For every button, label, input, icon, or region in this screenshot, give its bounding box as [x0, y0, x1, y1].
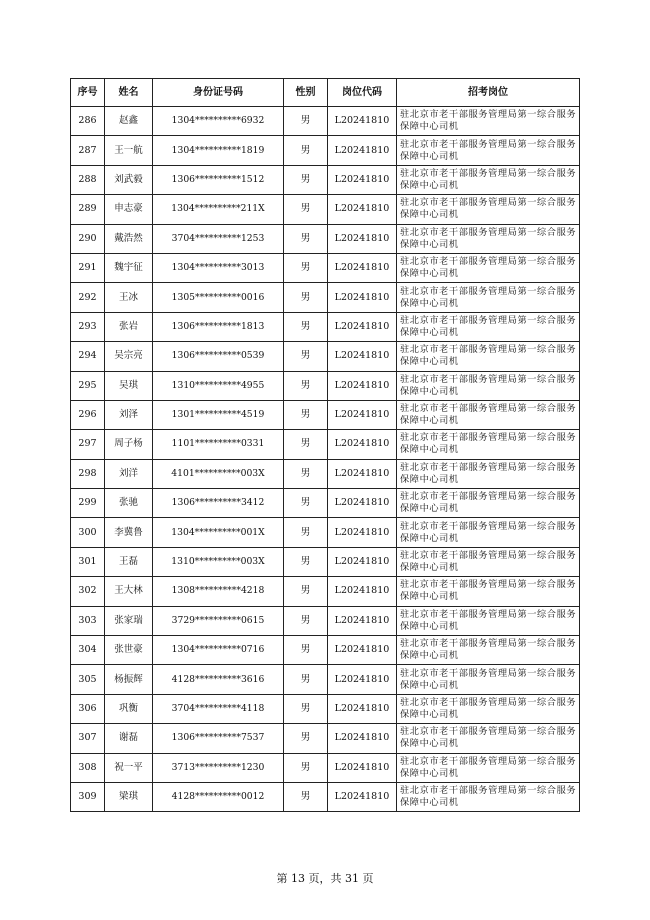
table-row — [71, 165, 580, 194]
seq-cell: 295 — [71, 371, 105, 400]
id-number-cell: 1306**********7537 — [153, 724, 284, 753]
post-code-cell: L20241810 — [328, 312, 397, 341]
table-row — [71, 400, 580, 429]
gender-cell: 男 — [284, 459, 328, 488]
post-cell: 驻北京市老干部服务管理局第一综合服务保障中心司机 — [397, 782, 580, 811]
post-cell: 驻北京市老干部服务管理局第一综合服务保障中心司机 — [397, 547, 580, 576]
post-code-cell: L20241810 — [328, 694, 397, 723]
post-cell: 驻北京市老干部服务管理局第一综合服务保障中心司机 — [397, 371, 580, 400]
post-code-cell: L20241810 — [328, 606, 397, 635]
id-number-cell: 1304**********3013 — [153, 253, 284, 282]
seq-cell: 294 — [71, 342, 105, 371]
table-row — [71, 107, 580, 136]
gender-cell: 男 — [284, 371, 328, 400]
seq-cell: 297 — [71, 430, 105, 459]
name-cell: 周子杨 — [105, 430, 153, 459]
seq-cell: 303 — [71, 606, 105, 635]
name-cell: 吴琪 — [105, 371, 153, 400]
seq-cell: 309 — [71, 782, 105, 811]
post-cell: 驻北京市老干部服务管理局第一综合服务保障中心司机 — [397, 253, 580, 282]
header-post: 招考岗位 — [397, 79, 580, 107]
post-cell: 驻北京市老干部服务管理局第一综合服务保障中心司机 — [397, 107, 580, 136]
name-cell: 刘洋 — [105, 459, 153, 488]
post-code-cell: L20241810 — [328, 165, 397, 194]
post-cell: 驻北京市老干部服务管理局第一综合服务保障中心司机 — [397, 753, 580, 782]
post-cell: 驻北京市老干部服务管理局第一综合服务保障中心司机 — [397, 430, 580, 459]
post-code-cell: L20241810 — [328, 489, 397, 518]
seq-cell: 308 — [71, 753, 105, 782]
table-row — [71, 283, 580, 312]
name-cell: 巩衡 — [105, 694, 153, 723]
seq-cell: 307 — [71, 724, 105, 753]
name-cell: 戴浩然 — [105, 224, 153, 253]
table-row — [71, 606, 580, 635]
gender-cell: 男 — [284, 547, 328, 576]
post-code-cell: L20241810 — [328, 342, 397, 371]
post-code-cell: L20241810 — [328, 136, 397, 165]
post-cell: 驻北京市老干部服务管理局第一综合服务保障中心司机 — [397, 459, 580, 488]
gender-cell: 男 — [284, 136, 328, 165]
post-code-cell: L20241810 — [328, 577, 397, 606]
gender-cell: 男 — [284, 312, 328, 341]
post-cell: 驻北京市老干部服务管理局第一综合服务保障中心司机 — [397, 694, 580, 723]
seq-cell: 302 — [71, 577, 105, 606]
name-cell: 王一航 — [105, 136, 153, 165]
post-cell: 驻北京市老干部服务管理局第一综合服务保障中心司机 — [397, 195, 580, 224]
gender-cell: 男 — [284, 224, 328, 253]
seq-cell: 298 — [71, 459, 105, 488]
post-cell: 驻北京市老干部服务管理局第一综合服务保障中心司机 — [397, 724, 580, 753]
seq-cell: 288 — [71, 165, 105, 194]
post-code-cell: L20241810 — [328, 283, 397, 312]
post-code-cell: L20241810 — [328, 224, 397, 253]
post-code-cell: L20241810 — [328, 459, 397, 488]
gender-cell: 男 — [284, 724, 328, 753]
post-code-cell: L20241810 — [328, 430, 397, 459]
name-cell: 申志豪 — [105, 195, 153, 224]
seq-cell: 300 — [71, 518, 105, 547]
gender-cell: 男 — [284, 636, 328, 665]
id-number-cell: 1304**********001X — [153, 518, 284, 547]
table-row — [71, 136, 580, 165]
table-row — [71, 489, 580, 518]
gender-cell: 男 — [284, 489, 328, 518]
seq-cell: 293 — [71, 312, 105, 341]
id-number-cell: 1308**********4218 — [153, 577, 284, 606]
id-number-cell: 1305**********0016 — [153, 283, 284, 312]
table-row — [71, 430, 580, 459]
table-row — [71, 342, 580, 371]
seq-cell: 306 — [71, 694, 105, 723]
post-cell: 驻北京市老干部服务管理局第一综合服务保障中心司机 — [397, 489, 580, 518]
post-cell: 驻北京市老干部服务管理局第一综合服务保障中心司机 — [397, 665, 580, 694]
name-cell: 杨振辉 — [105, 665, 153, 694]
seq-cell: 296 — [71, 400, 105, 429]
seq-cell: 289 — [71, 195, 105, 224]
id-number-cell: 3704**********4118 — [153, 694, 284, 723]
table-row — [71, 724, 580, 753]
name-cell: 吴宗亮 — [105, 342, 153, 371]
seq-cell: 304 — [71, 636, 105, 665]
gender-cell: 男 — [284, 577, 328, 606]
name-cell: 刘武毅 — [105, 165, 153, 194]
gender-cell: 男 — [284, 753, 328, 782]
post-code-cell: L20241810 — [328, 518, 397, 547]
post-cell: 驻北京市老干部服务管理局第一综合服务保障中心司机 — [397, 312, 580, 341]
post-code-cell: L20241810 — [328, 753, 397, 782]
post-cell: 驻北京市老干部服务管理局第一综合服务保障中心司机 — [397, 606, 580, 635]
seq-cell: 287 — [71, 136, 105, 165]
id-number-cell: 1304**********211X — [153, 195, 284, 224]
gender-cell: 男 — [284, 107, 328, 136]
name-cell: 王大林 — [105, 577, 153, 606]
seq-cell: 305 — [71, 665, 105, 694]
id-number-cell: 1306**********0539 — [153, 342, 284, 371]
header-id-number: 身份证号码 — [153, 79, 284, 107]
post-code-cell: L20241810 — [328, 782, 397, 811]
id-number-cell: 3704**********1253 — [153, 224, 284, 253]
id-number-cell: 1304**********6932 — [153, 107, 284, 136]
table-row — [71, 753, 580, 782]
name-cell: 王磊 — [105, 547, 153, 576]
id-number-cell: 4128**********3616 — [153, 665, 284, 694]
gender-cell: 男 — [284, 606, 328, 635]
post-code-cell: L20241810 — [328, 724, 397, 753]
gender-cell: 男 — [284, 430, 328, 459]
header-seq: 序号 — [71, 79, 105, 107]
gender-cell: 男 — [284, 165, 328, 194]
post-code-cell: L20241810 — [328, 107, 397, 136]
name-cell: 张岩 — [105, 312, 153, 341]
table-body — [71, 107, 580, 812]
post-code-cell: L20241810 — [328, 400, 397, 429]
name-cell: 赵鑫 — [105, 107, 153, 136]
post-cell: 驻北京市老干部服务管理局第一综合服务保障中心司机 — [397, 136, 580, 165]
seq-cell: 292 — [71, 283, 105, 312]
post-cell: 驻北京市老干部服务管理局第一综合服务保障中心司机 — [397, 342, 580, 371]
post-code-cell: L20241810 — [328, 636, 397, 665]
seq-cell: 301 — [71, 547, 105, 576]
seq-cell: 291 — [71, 253, 105, 282]
header-gender: 性别 — [284, 79, 328, 107]
gender-cell: 男 — [284, 782, 328, 811]
post-code-cell: L20241810 — [328, 547, 397, 576]
table-row — [71, 371, 580, 400]
candidate-table — [70, 78, 580, 812]
table-row — [71, 518, 580, 547]
post-cell: 驻北京市老干部服务管理局第一综合服务保障中心司机 — [397, 165, 580, 194]
id-number-cell: 1306**********3412 — [153, 489, 284, 518]
table-header-row — [71, 79, 580, 107]
post-cell: 驻北京市老干部服务管理局第一综合服务保障中心司机 — [397, 283, 580, 312]
table-row — [71, 459, 580, 488]
name-cell: 魏宇征 — [105, 253, 153, 282]
gender-cell: 男 — [284, 694, 328, 723]
table-row — [71, 665, 580, 694]
name-cell: 祝一平 — [105, 753, 153, 782]
header-name: 姓名 — [105, 79, 153, 107]
table-row — [71, 577, 580, 606]
id-number-cell: 4101**********003X — [153, 459, 284, 488]
name-cell: 谢磊 — [105, 724, 153, 753]
post-cell: 驻北京市老干部服务管理局第一综合服务保障中心司机 — [397, 577, 580, 606]
table-row — [71, 782, 580, 811]
gender-cell: 男 — [284, 195, 328, 224]
id-number-cell: 3729**********0615 — [153, 606, 284, 635]
seq-cell: 299 — [71, 489, 105, 518]
id-number-cell: 1306**********1512 — [153, 165, 284, 194]
post-cell: 驻北京市老干部服务管理局第一综合服务保障中心司机 — [397, 224, 580, 253]
id-number-cell: 4128**********0012 — [153, 782, 284, 811]
gender-cell: 男 — [284, 518, 328, 547]
id-number-cell: 1101**********0331 — [153, 430, 284, 459]
table-row — [71, 253, 580, 282]
page-footer: 第 13 页，共 31 页 — [276, 872, 374, 885]
name-cell: 张家瑞 — [105, 606, 153, 635]
table-row — [71, 195, 580, 224]
name-cell: 张驰 — [105, 489, 153, 518]
gender-cell: 男 — [284, 400, 328, 429]
post-code-cell: L20241810 — [328, 665, 397, 694]
header-post-code: 岗位代码 — [328, 79, 397, 107]
seq-cell: 290 — [71, 224, 105, 253]
name-cell: 梁琪 — [105, 782, 153, 811]
table-row — [71, 636, 580, 665]
table-row — [71, 312, 580, 341]
table-row — [71, 547, 580, 576]
seq-cell: 286 — [71, 107, 105, 136]
post-code-cell: L20241810 — [328, 371, 397, 400]
post-cell: 驻北京市老干部服务管理局第一综合服务保障中心司机 — [397, 518, 580, 547]
post-code-cell: L20241810 — [328, 195, 397, 224]
id-number-cell: 1304**********0716 — [153, 636, 284, 665]
post-code-cell: L20241810 — [328, 253, 397, 282]
id-number-cell: 1301**********4519 — [153, 400, 284, 429]
id-number-cell: 1304**********1819 — [153, 136, 284, 165]
post-cell: 驻北京市老干部服务管理局第一综合服务保障中心司机 — [397, 400, 580, 429]
id-number-cell: 1310**********003X — [153, 547, 284, 576]
name-cell: 张世豪 — [105, 636, 153, 665]
id-number-cell: 3713**********1230 — [153, 753, 284, 782]
name-cell: 李冀鲁 — [105, 518, 153, 547]
name-cell: 刘泽 — [105, 400, 153, 429]
name-cell: 王冰 — [105, 283, 153, 312]
gender-cell: 男 — [284, 342, 328, 371]
id-number-cell: 1306**********1813 — [153, 312, 284, 341]
gender-cell: 男 — [284, 253, 328, 282]
table-row — [71, 694, 580, 723]
gender-cell: 男 — [284, 283, 328, 312]
post-cell: 驻北京市老干部服务管理局第一综合服务保障中心司机 — [397, 636, 580, 665]
gender-cell: 男 — [284, 665, 328, 694]
table-row — [71, 224, 580, 253]
id-number-cell: 1310**********4955 — [153, 371, 284, 400]
